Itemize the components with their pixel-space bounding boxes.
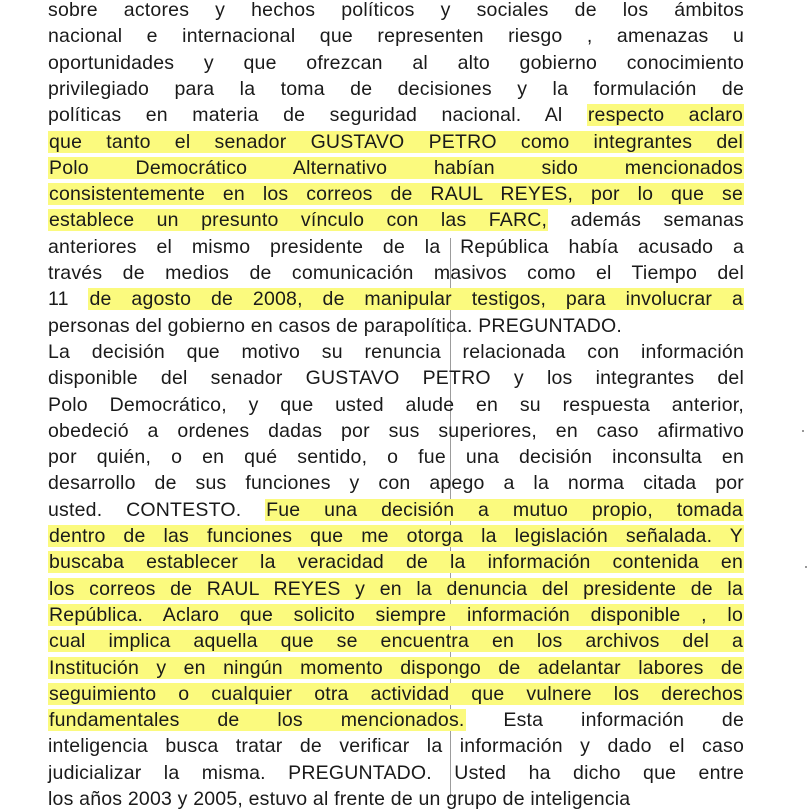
scan-speck bbox=[805, 566, 807, 568]
line-text: privilegiado para la toma de decisiones y la formulación de bbox=[48, 77, 744, 100]
document-line bbox=[48, 23, 744, 49]
document-line bbox=[48, 313, 744, 339]
highlighted-text: cual implica aquella que se encuentra en los archivos del a bbox=[49, 630, 743, 653]
line-text: oportunidades y que ofrezcan al alto gobierno conocimiento bbox=[48, 51, 744, 74]
document-line bbox=[48, 418, 744, 444]
scan-speck bbox=[802, 430, 804, 432]
line-text: PREGUNTADO. bbox=[472, 314, 622, 337]
line-text: judicializar la misma. PREGUNTADO. Usted ha dicho que entre bbox=[48, 761, 744, 784]
document-line bbox=[48, 655, 744, 681]
document-line bbox=[48, 681, 744, 707]
document-line bbox=[48, 129, 744, 155]
document-line bbox=[48, 0, 744, 23]
highlighted-text: de agosto de 2008, de manipular testigos, para involucrar a bbox=[89, 288, 743, 311]
line-text: obedeció a ordenes dadas por sus superiores, en caso afirmativo bbox=[48, 419, 744, 442]
document-line bbox=[48, 733, 744, 759]
highlighted-text: consistentemente en los correos de RAUL REYES, por lo que se bbox=[49, 183, 743, 206]
highlighted-text: seguimiento o cualquier otra actividad que vulnere los derechos bbox=[49, 682, 743, 705]
document-line bbox=[48, 76, 744, 102]
line-text: anteriores el mismo presidente de la República había acusado a bbox=[48, 235, 744, 258]
line-text: usted. CONTESTO. bbox=[48, 498, 266, 521]
highlighted-text: Polo Democrático Alternativo habían sido mencionados bbox=[49, 156, 743, 179]
line-text: desarrollo de sus funciones y con apego a la norma citada por bbox=[48, 472, 744, 495]
line-text: La decisión que motivo su renuncia relacionada con información bbox=[48, 340, 744, 363]
document-line bbox=[48, 339, 744, 365]
document-line bbox=[48, 234, 744, 260]
line-text: inteligencia busca tratar de verificar la información y dado el caso bbox=[48, 735, 744, 758]
document-line bbox=[48, 392, 744, 418]
document-line bbox=[48, 444, 744, 470]
document-line bbox=[48, 365, 744, 391]
document-line bbox=[48, 260, 744, 286]
line-text: disponible del senador GUSTAVO PETRO y los integrantes del bbox=[48, 367, 744, 390]
line-text: los años 2003 y 2005, estuvo al frente de un grupo de inteligencia bbox=[48, 788, 631, 810]
highlighted-text: que tanto el senador GUSTAVO PETRO como integrantes del bbox=[49, 130, 743, 153]
line-text: sobre actores y hechos políticos y sociales de los ámbitos bbox=[48, 0, 744, 21]
line-text: Polo Democrático, y que usted alude en su respuesta anterior, bbox=[48, 393, 744, 416]
highlighted-text: respecto aclaro bbox=[587, 104, 743, 127]
highlighted-text: Fue una decisión a mutuo propio, tomada bbox=[266, 498, 743, 521]
document-line bbox=[48, 760, 744, 786]
document-line bbox=[48, 181, 744, 207]
line-text: nacional e internacional que representen riesgo , amenazas u bbox=[48, 25, 744, 48]
line-text: además semanas bbox=[548, 209, 745, 232]
document-line bbox=[48, 207, 744, 233]
document-line bbox=[48, 50, 744, 76]
highlighted-text: República. Aclaro que solicito siempre información disponible , lo bbox=[49, 603, 743, 626]
line-text: personas del gobierno en casos de parapolítica. bbox=[48, 314, 473, 337]
document-line bbox=[48, 470, 744, 496]
highlighted-text: dentro de las funciones que me otorga la legislación señalada. Y bbox=[49, 525, 743, 547]
document-line bbox=[48, 628, 744, 654]
document-line bbox=[48, 286, 744, 312]
document-line bbox=[48, 786, 744, 812]
highlighted-text: buscaba establecer la veracidad de la información contenida en bbox=[49, 551, 743, 574]
highlighted-text: establece un presunto vínculo con las FARC, bbox=[49, 209, 548, 232]
document-line bbox=[48, 602, 744, 628]
document-line bbox=[48, 523, 744, 549]
document-line bbox=[48, 576, 744, 602]
document-line bbox=[48, 549, 744, 575]
line-text: por quién, o en qué sentido, o fue una decisión inconsulta en bbox=[48, 446, 744, 469]
line-text: políticas en materia de seguridad nacional. Al bbox=[48, 104, 587, 127]
highlighted-text: los correos de RAUL REYES y en la denuncia del presidente de la bbox=[49, 577, 743, 600]
document-line bbox=[48, 155, 744, 181]
line-text: Esta información de bbox=[465, 709, 744, 732]
highlighted-text: fundamentales de los mencionados. bbox=[49, 709, 465, 732]
line-text: través de medios de comunicación masivos como el Tiempo del bbox=[48, 262, 744, 284]
line-text: 11 bbox=[48, 288, 89, 311]
highlighted-text: Institución y en ningún momento dispongo de adelantar labores de bbox=[49, 656, 743, 679]
document-line bbox=[48, 497, 744, 523]
document-line bbox=[48, 102, 744, 128]
document-line bbox=[48, 707, 744, 733]
